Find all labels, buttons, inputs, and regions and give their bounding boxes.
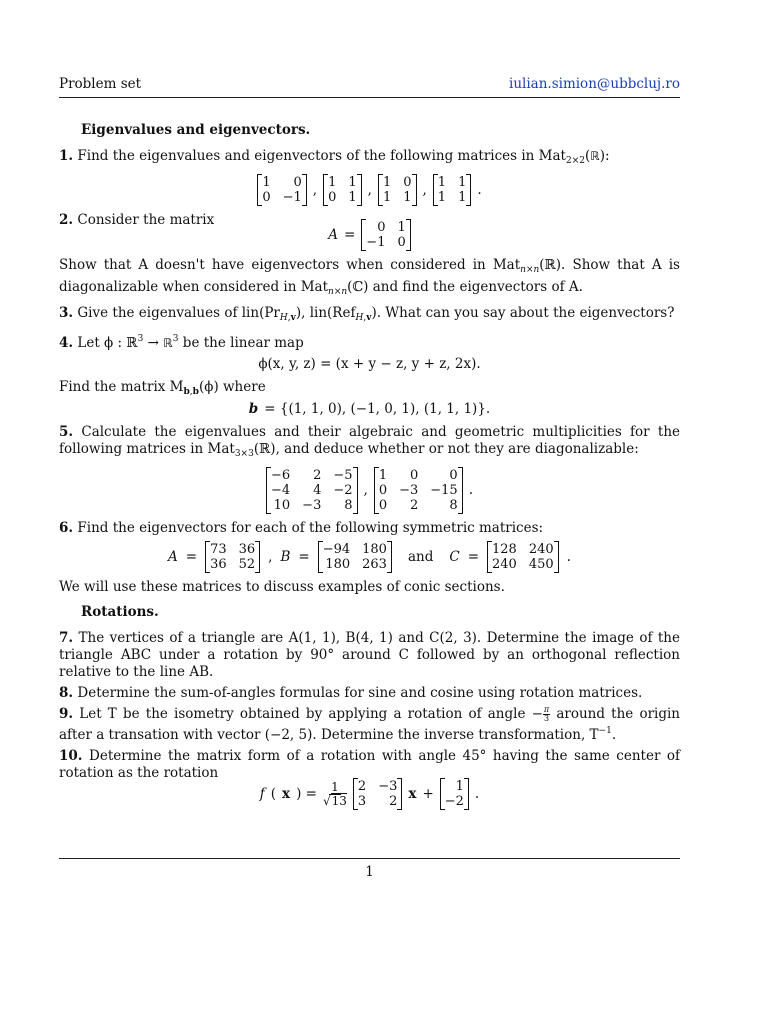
header-rule (59, 97, 680, 98)
vector: 1 −2 (440, 778, 469, 810)
matrix: 1 0 0 0 −3 −15 0 2 8 (374, 467, 463, 514)
matrix: 2 −3 3 2 (353, 778, 402, 810)
problem-6: 6. Find the eigenvectors for each of the following symmetric matrices: (59, 520, 544, 536)
header-title: Problem set (59, 76, 142, 92)
matrix: 73 36 36 52 (205, 541, 260, 573)
problem-2-matrix: A = 0 1 −1 0 (59, 219, 680, 251)
page-header (59, 76, 680, 94)
matrix: 1 0 0 −1 (257, 174, 306, 206)
problem-1-matrices: 1 0 0 −1 , 1 1 0 1 , 1 0 1 1 , 1 1 1 1 . (59, 174, 680, 206)
problem-7: 7. The vertices of a triangle are A(1, 1), B(4, 1) and C(2, 3). Determine the image of the triangle ABC under a rotation by 90° around C followed by an orthogonal reflection relative to the line AB. (59, 630, 680, 680)
problem-10-formula: f ( x ) = $\frac{1}{√13}$ 2 −3 3 2 x + 1 −2 . (259, 779, 480, 809)
problem-8: 8. Determine the sum-of-angles formulas for sine and cosine using rotation matrices. (59, 685, 643, 701)
matrix: 1 1 0 1 (323, 174, 362, 206)
problem-4-text: Find the matrix $M_{b,b}(\phi)$ where (59, 379, 266, 397)
problem-5-matrices: −6 2 −5 −4 4 −2 10 −3 8 , 1 0 0 0 −3 −15 0 2 8 . (59, 467, 680, 514)
page (59, 0, 680, 1024)
problem-4-formula: ϕ(x, y, z) = (x + y − z, y + z, 2x). (258, 356, 481, 372)
footer-rule (59, 858, 680, 859)
problem-5: 5. Calculate the eigenvalues and their algebraic and geometric multiplicities for the following matrices in Mat$_{3\times 3}$(ℝ), and deduce whether or not they are diagonalizable: (59, 424, 680, 459)
matrix: 1 1 1 1 (433, 174, 472, 206)
problem-3: 3. Give the eigenvalues of $lin(Pr_{H,v})$, lin(Ref$_{H,v}$). What can you say about the eigenvectors? (59, 305, 675, 323)
section-title-eigen: Eigenvalues and eigenvectors. (81, 122, 311, 138)
problem-2-text: Show that A doesn't have eigenvectors when considered in Mat$_{n\times n}$(ℝ). Show that A is diagonalizable when considered in Mat$_{n\times n}$(ℂ) and find the eigenvectors of A. (59, 257, 680, 297)
problem-9: 9. Let T be the isometry obtained by applying a rotation of angle − $\frac{\pi}{3}$ around the origin after a transation with vector (−2, 5). Determine the inverse transformation, $T^{-1}$. (59, 705, 681, 743)
problem-4: 4. Let ϕ : ℝ$^3$ → ℝ$^3$ be the linear map (59, 334, 304, 351)
matrix: −6 2 −5 −4 4 −2 10 −3 8 (266, 467, 358, 514)
page-number: 1 (365, 864, 374, 880)
section-title-rotations: Rotations. (81, 604, 159, 620)
matrix: 1 0 1 1 (378, 174, 417, 206)
matrix: 128 240 240 450 (487, 541, 559, 573)
problem-2: 2. Consider the matrix (59, 212, 215, 228)
matrix: 0 1 −1 0 (361, 219, 410, 251)
problem-6-matrices: A = 73 36 36 52 , B = −94 180 180 263 and C = 128 240 240 450 . (168, 542, 571, 572)
problem-6-note: We will use these matrices to discuss examples of conic sections. (59, 579, 505, 595)
document-body (59, 122, 680, 816)
problem-4-basis: b = {(1, 1, 0), (−1, 0, 1), (1, 1, 1)}. (248, 401, 491, 417)
author-email-link[interactable]: iulian.simion@ubbcluj.ro (509, 76, 680, 92)
problem-10: 10. Determine the matrix form of a rotation with angle 45° having the same center of rotation as the rotation (59, 748, 681, 781)
matrix: −94 180 180 263 (318, 541, 392, 573)
problem-1: 1. Find the eigenvalues and eigenvectors of the following matrices in Mat$_{2\times 2}$(ℝ): (59, 148, 610, 166)
